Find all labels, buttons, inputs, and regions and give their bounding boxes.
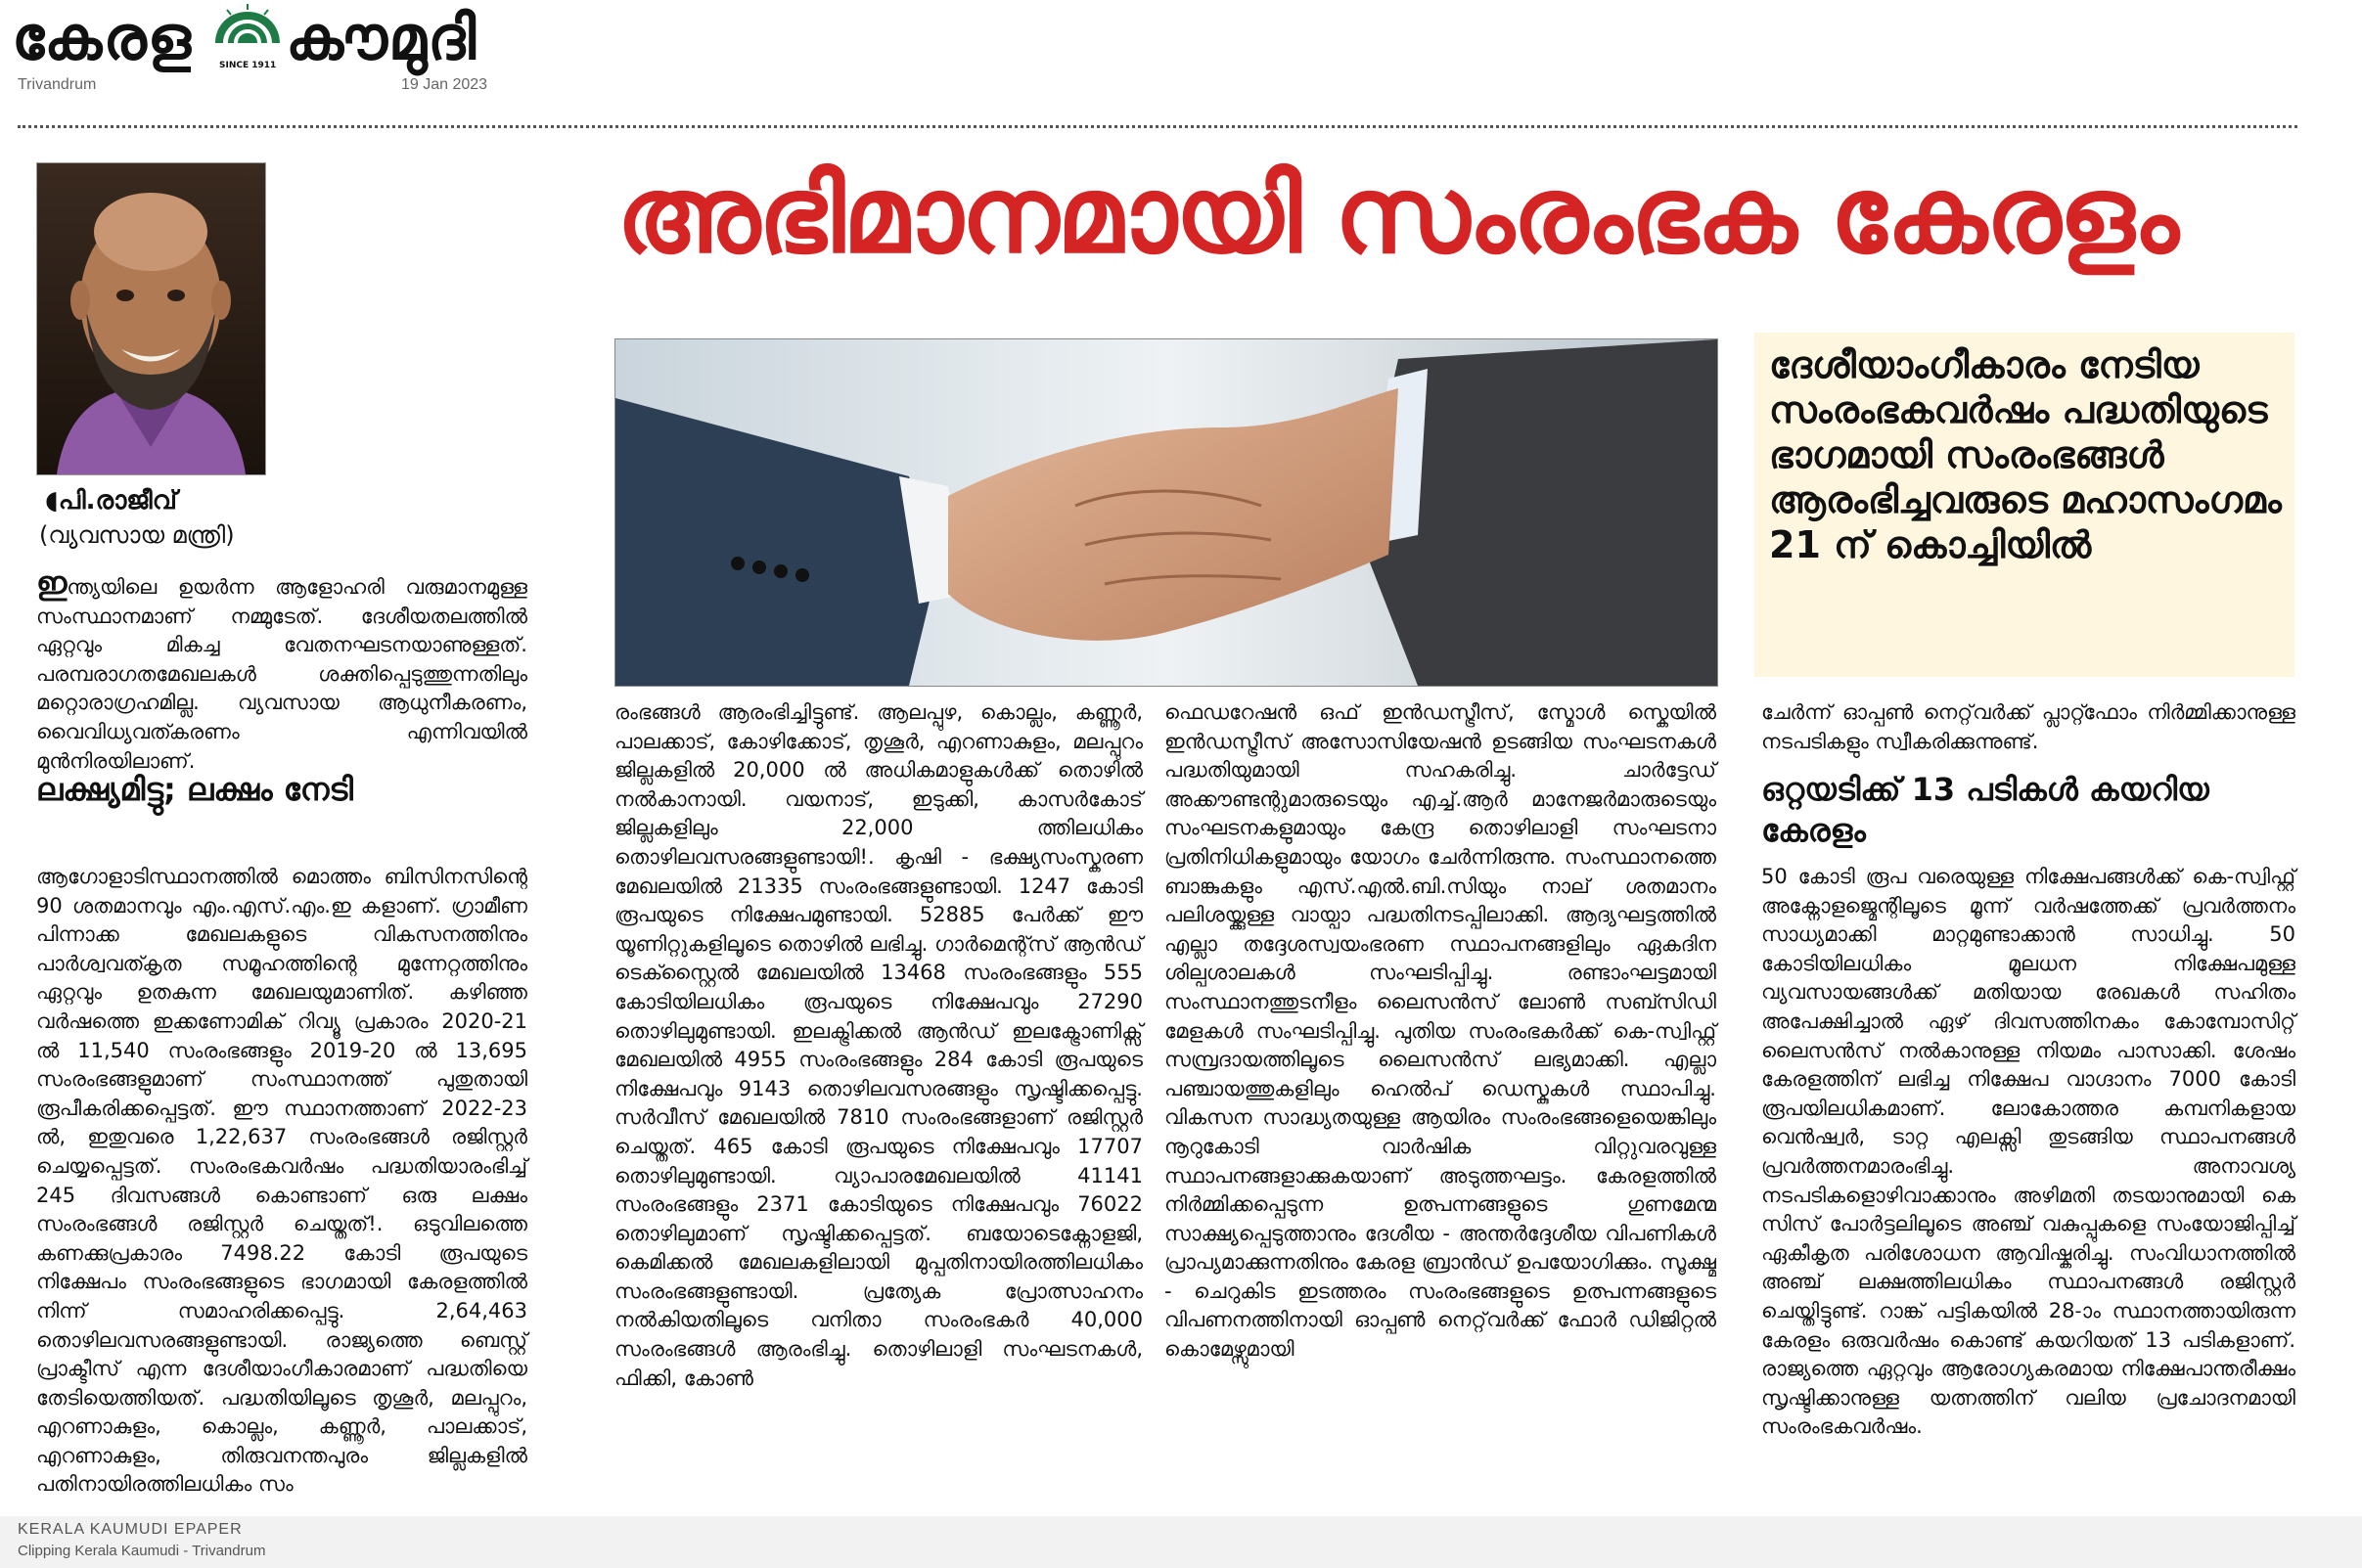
masthead-name-part2: കൗമുദി — [285, 2, 477, 73]
column-4-subheading: ഒറ്റയടിക്ക് 13 പടികൾ കയറിയ കേരളം — [1761, 771, 2209, 849]
article-headline: അഭിമാനമായി സംരംഭക കേരളം — [616, 155, 2177, 277]
footer-publisher: KERALA KAUMUDI EPAPER — [18, 1521, 243, 1538]
highlight-text: ദേശീയാംഗീകാരം നേടിയ സംരംഭകവർഷം പദ്ധതിയുടെ ഭാഗമായി സംരംഭങ്ങൾ ആരംഭിച്ചവരുടെ മഹാസംഗമം 21 ന് കൊച്ചിയിൽ — [1769, 343, 2282, 566]
sunrise-logo-icon — [209, 4, 286, 68]
edition-date: 19 Jan 2023 — [401, 76, 488, 93]
column-2-body: രംഭങ്ങൾ ആരംഭിച്ചിട്ടുണ്ട്. ആലപ്പുഴ, കൊല്ലം, കണ്ണൂർ, പാലക്കാട്, കോഴിക്കോട്, തൃശൂർ, എറണാകുളം, മലപ്പുറം ജില്ലകളിൽ 20,000 ൽ അധികമാളുകൾക്ക് തൊഴിൽ നൽകാനായി. വയനാട്, ഇടുക്കി, കാസർകോട് ജില്ലകളിലും 22,000 ത്തിലധികം തൊഴിലവസരങ്ങളുണ്ടായി!. കൃഷി - ഭക്ഷ്യസംസ്കരണ മേഖലയിൽ 21335 സംരംഭങ്ങളുണ്ടായി. 1247 കോടി രൂപയുടെ നിക്ഷേപമുണ്ടായി. 52885 പേർക്ക് ഈ യൂണിറ്റുകളിലൂടെ തൊഴിൽ ലഭിച്ചു. ഗാർമെന്റ്സ് ആൻഡ് ടെക്സ്റ്റൈൽ മേഖലയിൽ 13468 സംരംഭങ്ങളും 555 കോടിയിലധികം രൂപയുടെ നിക്ഷേപവും 27290 തൊഴിലുമുണ്ടായി. ഇലക്ട്രിക്കൽ ആൻഡ് ഇലക്ട്രോണിക്സ് മേഖലയിൽ 4955 സംരംഭങ്ങളും 284 കോടി രൂപയുടെ നിക്ഷേപവും 9143 തൊഴിലവസരങ്ങളും സൃഷ്ടിക്കപ്പെട്ടു. സർവീസ് മേഖലയിൽ 7810 സംരംഭങ്ങളാണ് രജിസ്റ്റർ ചെയ്തത്. 465 കോടി രൂപയുടെ നിക്ഷേപവും 17707 തൊഴിലുമുണ്ടായി. വ്യാപാരമേഖലയിൽ 41141 സംരംഭങ്ങളും 2371 കോടിയുടെ നിക്ഷേപവും 76022 തൊഴിലുമാണ് സൃഷ്ടിക്കപ്പെട്ടത്. ബയോടെക്നോളജി, കെമിക്കൽ മേഖലകളിലായി മുപ്പതിനായിരത്തിലധികം സംരംഭങ്ങളുണ്ടായി. പ്രത്യേക പ്രോത്സാഹനം നൽകിയതിലൂടെ വനിതാ സംരംഭകർ 40,000 സംരംഭങ്ങൾ ആരംഭിച്ചു. തൊഴിലാളി സംഘടനകൾ, ഫിക്കി, കോൺ — [614, 700, 1143, 1390]
column-4-body: 50 കോടി രൂപ വരെയുള്ള നിക്ഷേപങ്ങൾക്ക് കെ-സ്വിഫ്റ്റ് അക്നോളജ്മെന്റിലൂടെ മൂന്ന് വർഷത്തേക്ക് പ്രവർത്തനം സാധ്യമാക്കി മാറ്റമുണ്ടാക്കാൻ സാധിച്ചു. 50 കോടിയിലധികം മൂലധന നിക്ഷേപമുള്ള വ്യവസായങ്ങൾക്ക് മതിയായ രേഖകൾ സഹിതം അപേക്ഷിച്ചാൽ ഏഴ് ദിവസത്തിനകം കോമ്പോസിറ്റ് ലൈസൻസ് നൽകാനുള്ള നിയമം പാസാക്കി. ശേഷം കേരളത്തിന് ലഭിച്ച നിക്ഷേപ വാഗ്ദാനം 7000 കോടി രൂപയിലധികമാണ്. ലോകോത്തര കമ്പനികളായ വെൻഷ്വർ, ടാറ്റ എലക്സി തുടങ്ങിയ സ്ഥാപനങ്ങൾ പ്രവർത്തനമാരംഭിച്ചു. അനാവശ്യ നടപടികളൊഴിവാക്കാനും അഴിമതി തടയാനുമായി കെ സിസ് പോർട്ടലിലൂടെ അഞ്ച് വകുപ്പുകളെ സംയോജിപ്പിച്ച് ഏകീകൃത പരിശോധന ആവിഷ്കരിച്ചു. സംവിധാനത്തിൽ അഞ്ച് ലക്ഷത്തിലധികം സ്ഥാപനങ്ങൾ രജിസ്റ്റർ ചെയ്തിട്ടുണ്ട്. റാങ്ക് പട്ടികയിൽ 28-ാം സ്ഥാനത്തായിരുന്ന കേരളം ഒരുവർഷം കൊണ്ട് കയറിയത് 13 പടികളാണ്. രാജ്യത്തെ ഏറ്റവും ആരോഗ്യകരമായ നിക്ഷേപാന്തരീക്ഷം സൃഷ്ടിക്കാനുള്ള യത്നത്തിന് വലിയ പ്രചോദനമായി സംരംഭകവർഷം. — [1761, 865, 2295, 1439]
edition-city: Trivandrum — [18, 76, 97, 93]
drop-cap: ഇ — [36, 564, 68, 602]
author-role: (വ്യവസായ മന്ത്രി) — [39, 521, 235, 549]
column-1-body: ആഗോളാടിസ്ഥാനത്തിൽ മൊത്തം ബിസിനസിന്റെ 90 ശതമാനവും എം.എസ്.എം.ഇ കളാണ്. ഗ്രാമീണ പിന്നാക്ക മേഖലകളുടെ വികസനത്തിനും പാർശ്വവത്കൃത സമൂഹത്തിന്റെ മുന്നേറ്റത്തിനും ഏറ്റവും ഉതകുന്ന മേഖലയുമാണിത്. കഴിഞ്ഞ വർഷത്തെ ഇക്കണോമിക് റിവ്യൂ പ്രകാരം 2020-21 ൽ 11,540 സംരംഭങ്ങളും 2019-20 ൽ 13,695 സംരംഭങ്ങളുമാണ് സംസ്ഥാനത്ത് പുതുതായി രൂപീകരിക്കപ്പെട്ടത്. ഈ സ്ഥാനത്താണ് 2022-23 ൽ, ഇതുവരെ 1,22,637 സംരംഭങ്ങൾ രജിസ്റ്റർ ചെയ്യപ്പെട്ടത്. സംരംഭകവർഷം പദ്ധതിയാരംഭിച്ച് 245 ദിവസങ്ങൾ കൊണ്ടാണ് ഒരു ലക്ഷം സംരംഭങ്ങൾ രജിസ്റ്റർ ചെയ്തത്!. ഒടുവിലത്തെ കണക്കുപ്രകാരം 7498.22 കോടി രൂപയുടെ നിക്ഷേപം സംരംഭങ്ങളുടെ ഭാഗമായി കേരളത്തിൽ നിന്ന് സമാഹരിക്കപ്പെട്ടു. 2,64,463 തൊഴിലവസരങ്ങളുണ്ടായി. രാജ്യത്തെ ബെസ്റ്റ് പ്രാക്ടീസ് എന്ന ദേശീയാംഗീകാരമാണ് പദ്ധതിയെ തേടിയെത്തിയത്. പദ്ധതിയിലൂടെ തൃശൂർ, മലപ്പുറം, എറണാകുളം, കൊല്ലം, കണ്ണൂർ, പാലക്കാട്, എറണാകുളം, തിരുവനന്തപുരം ജില്ലകളിൽ പതിനായിരത്തിലധികം സം — [36, 865, 527, 1497]
column-1-subheading: ലക്ഷ്യമിട്ടു; ലക്ഷം നേടി — [36, 771, 353, 808]
column-4-intro: ചേർന്ന് ഓപ്പൺ നെറ്റ്‌വർക്ക് പ്ലാറ്റ്ഫോം നിർമ്മിക്കാനുള്ള നടപടികളും സ്വീകരിക്കുന്നുണ്ട്. — [1761, 700, 2295, 753]
column-1-intro-text: ന്ത്യയിലെ ഉയർന്ന ആളോഹരി വരുമാനമുള്ള സംസ്ഥാനമാണ് നമ്മുടേത്. ദേശീയതലത്തിൽ ഏറ്റവും മികച്ച വേതനഘടനയാണുള്ളത്. പരമ്പരാഗതമേഖലകൾ ശക്തിപ്പെടുത്തുന്നതിലും മറ്റൊരാഗ്രഹമില്ല. വ്യവസായ ആധുനീകരണം, വൈവിധ്യവത്കരണം എന്നിവയിൽ മുൻനിരയിലാണ്. — [36, 575, 527, 773]
column-1-intro — [36, 564, 527, 776]
masthead-since: SINCE 1911 — [219, 61, 277, 70]
masthead-divider — [18, 125, 2297, 128]
author-photo — [36, 162, 266, 475]
handshake-photo — [614, 338, 1718, 687]
column-3-body: ഫെഡറേഷൻ ഒഫ് ഇൻഡസ്ട്രീസ്, സ്മോൾ സ്കെയിൽ ഇൻഡസ്ട്രീസ് അസോസിയേഷൻ ഉടങ്ങിയ സംഘടനകൾ പദ്ധതിയുമായി സഹകരിച്ചു. ചാർട്ടേഡ് അക്കൗണ്ടന്റുമാരുടെയും എച്ച്.ആർ മാനേജർമാരുടെയും സംഘടനകളുമായും കേന്ദ്ര തൊഴിലാളി സംഘടനാ പ്രതിനിധികളുമായും യോഗം ചേർന്നിരുന്നു. സംസ്ഥാനത്തെ ബാങ്കുകളും എസ്.എൽ.ബി.സിയും നാല് ശതമാനം പലിശയ്ക്കുള്ള വായ്പാ പദ്ധതിനടപ്പിലാക്കി. ആദ്യഘട്ടത്തിൽ എല്ലാ തദ്ദേശസ്വയംഭരണ സ്ഥാപനങ്ങളിലും ഏകദിന ശില്പശാലകൾ സംഘടിപ്പിച്ചു. രണ്ടാംഘട്ടമായി സംസ്ഥാനത്തുടനീളം ലൈസൻസ് ലോൺ സബ്സിഡി മേളകൾ സംഘടിപ്പിച്ചു. പുതിയ സംരംഭകർക്ക് കെ-സ്വിഫ്റ്റ് സമ്പ്രദായത്തിലൂടെ ലൈസൻസ് ലഭ്യമാക്കി. എല്ലാ പഞ്ചായത്തുകളിലും ഹെൽപ് ഡെസ്കുകൾ സ്ഥാപിച്ചു. വികസന സാദ്ധ്യതയുള്ള ആയിരം സംരംഭങ്ങളെയെങ്കിലും നൂറുകോടി വാർഷിക വിറ്റുവരവുള്ള സ്ഥാപനങ്ങളാക്കുകയാണ് അടുത്തഘട്ടം. കേരളത്തിൽ നിർമ്മിക്കപ്പെടുന്ന ഉത്പന്നങ്ങളുടെ ഗുണമേന്മ സാക്ഷ്യപ്പെടുത്താനും ദേശീയ - അന്തർദ്ദേശീയ വിപണികൾ പ്രാപ്യമാക്കുന്നതിനും കേരള ബ്രാൻഡ് ഉപയോഗിക്കും. സൂക്ഷ്മ - ചെറുകിട ഇടത്തരം സംരംഭങ്ങളുടെ ഉത്പന്നങ്ങളുടെ വിപണനത്തിനായി ഓപ്പൺ നെറ്റ്‌വർക്ക് ഫോർ ഡിജിറ്റൽ കൊമേഴ്സുമായി — [1164, 700, 1716, 1362]
author-name: ◖പി.രാജീവ് — [45, 486, 177, 515]
footer-bar — [0, 1516, 2362, 1568]
author-name-text: പി.രാജീവ് — [58, 486, 177, 515]
footer-clipping: Clipping Kerala Kaumudi - Trivandrum — [18, 1543, 266, 1559]
masthead-name-part1: കേരള — [12, 2, 192, 73]
